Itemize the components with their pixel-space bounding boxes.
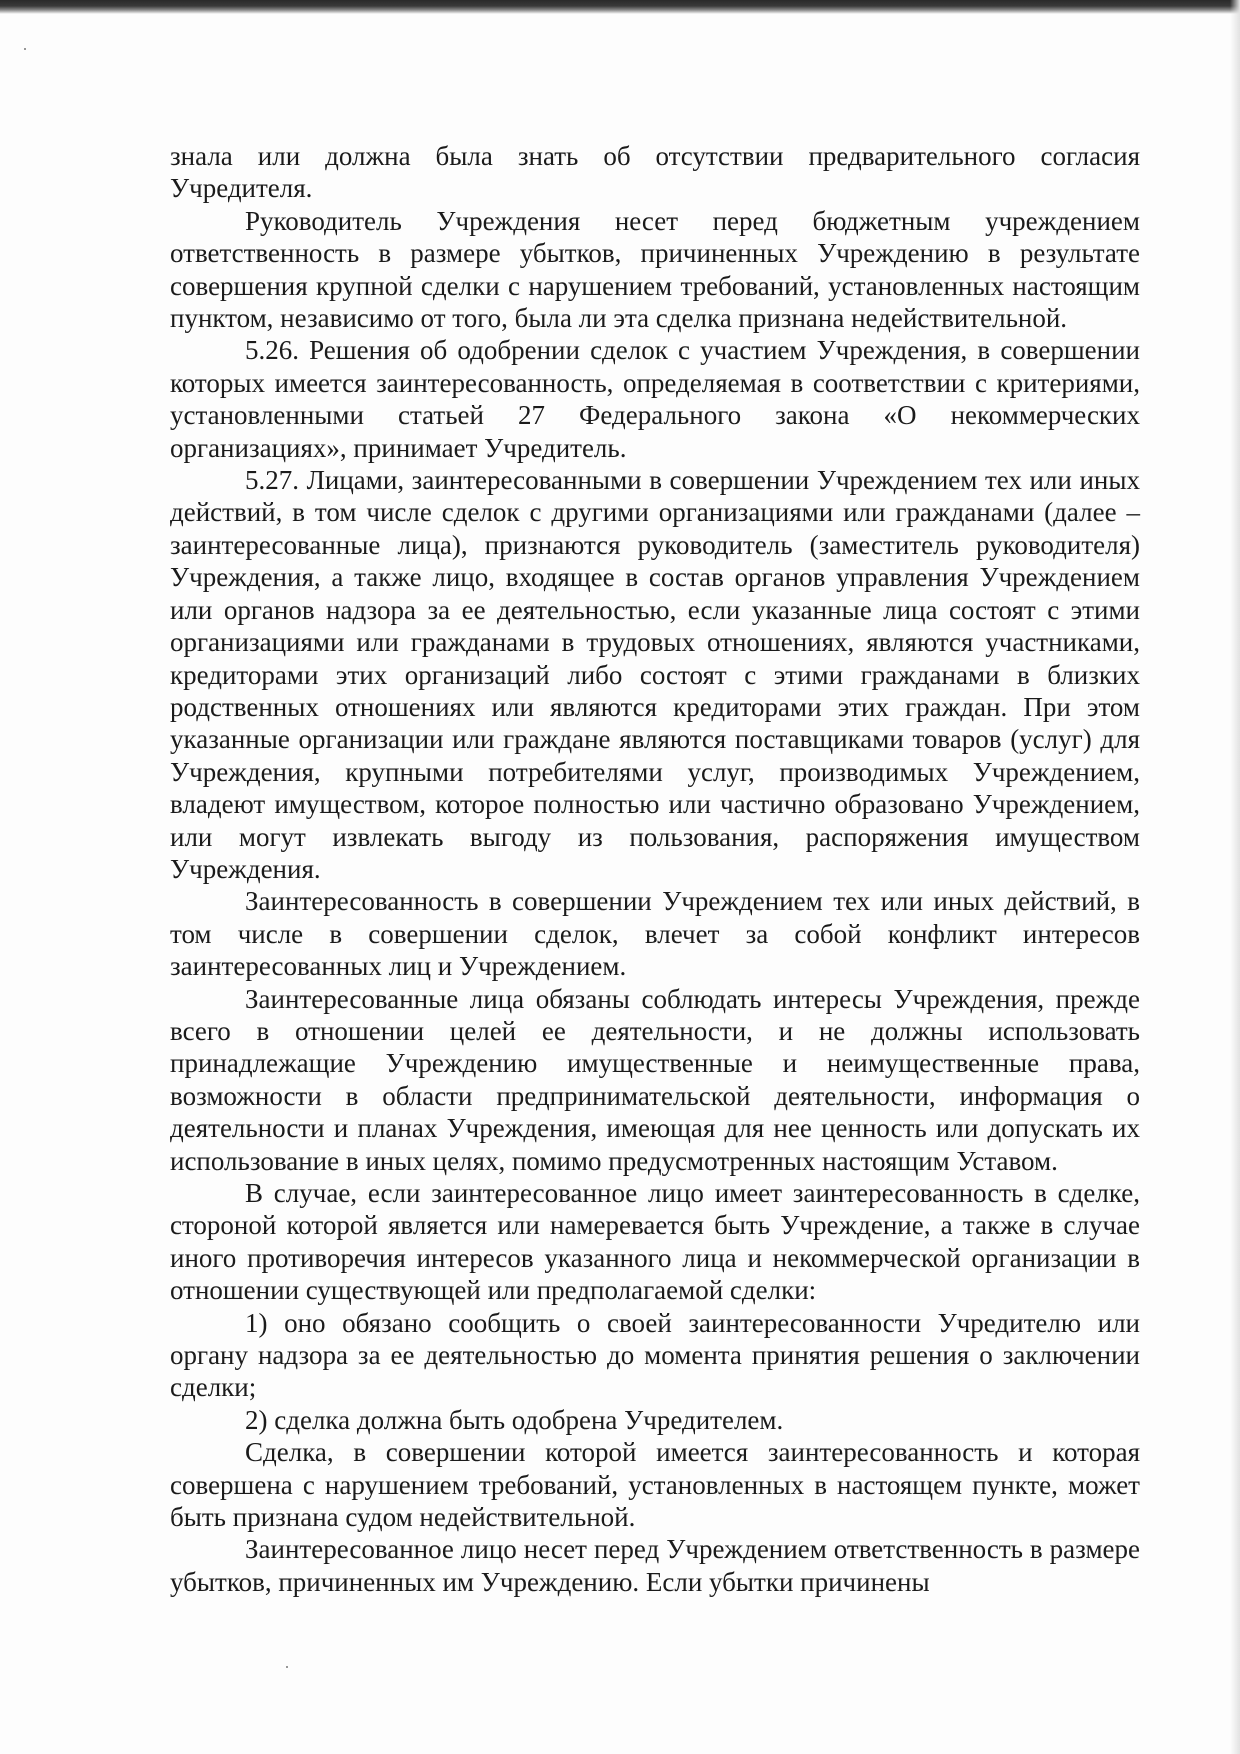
document-page [170, 140, 1140, 1598]
paragraph-interested-liability: Заинтересованное лицо несет перед Учреждением ответственность в размере убытков, причиненных им Учреждению. Если убытки причинены [170, 1534, 1140, 1597]
scan-top-edge [0, 0, 1240, 14]
paragraph-interest-case: В случае, если заинтересованное лицо имеет заинтересованность в сделке, стороной которой является или намеревается быть Учреждение, а также в случае иного противоречия интересов указанного лица и некоммерческой организации в отношении существующей или предполагаемой сделки: [170, 1178, 1140, 1306]
paragraph-clause-5-27: 5.27. Лицами, заинтересованными в совершении Учреждением тех или иных действий, в том числе сделок с другими организациями или гражданами (далее – заинтересованные лица), признаются руководитель (заместитель руководителя) Учреждения, а также лицо, входящее в состав органов управления Учреждением или органов надзора за ее деятельностью, если указанные лица состоят с этими организациями или гражданами в трудовых отношениях, являются участниками, кредиторами этих организаций либо состоят с этими гражданами в близких родственных отношениях или являются кредиторами этих граждан. При этом указанные организации или граждане являются поставщиками товаров (услуг) для Учреждения, крупными потребителями услуг, производимых Учреждением, владеют имуществом, которое полностью или частично образовано Учреждением, или могут извлекать выгоду из пользования, распоряжения имуществом Учреждения. [170, 465, 1140, 884]
scan-speck [24, 48, 26, 50]
paragraph-conflict-of-interest: Заинтересованность в совершении Учреждением тех или иных действий, в том числе в совершении сделок, влечет за собой конфликт интересов заинтересованных лиц и Учреждением. [170, 886, 1140, 982]
scan-speck [286, 1666, 288, 1668]
list-item-2: 2) сделка должна быть одобрена Учредителем. [245, 1404, 784, 1435]
scan-right-edge [1230, 0, 1240, 1754]
paragraph-clause-5-26: 5.26. Решения об одобрении сделок с участием Учреждения, в совершении которых имеется заинтересованность, определяемая в соответствии с критериями, установленными статьей 27 Федерального закона «О некоммерческих организациях», принимает Учредитель. [170, 335, 1140, 463]
paragraph-interested-duties: Заинтересованные лица обязаны соблюдать интересы Учреждения, прежде всего в отношении целей ее деятельности, и не должны использовать принадлежащие Учреждению имущественные и неимущественные права, возможности в области предпринимательской деятельности, информация о деятельности и планах Учреждения, имеющая для нее ценность или допускать их использование в иных целях, помимо предусмотренных настоящим Уставом. [170, 983, 1140, 1176]
paragraph-continuation: знала или должна была знать об отсутствии предварительного согласия Учредителя. [170, 141, 1140, 204]
list-item-1: 1) оно обязано сообщить о своей заинтересованности Учредителю или органу надзора за ее деятельностью до момента принятия решения о заключении сделки; [170, 1307, 1140, 1403]
paragraph-director-liability: Руководитель Учреждения несет перед бюджетным учреждением ответственность в размере убытков, причиненных Учреждению в результате совершения крупной сделки с нарушением требований, установленных настоящим пунктом, независимо от того, была ли эта сделка признана недействительной. [170, 205, 1140, 334]
paragraph-invalid-deal: Сделка, в совершении которой имеется заинтересованность и которая совершена с нарушением требований, установленных в настоящем пункте, может быть признана судом недействительной. [170, 1437, 1140, 1533]
